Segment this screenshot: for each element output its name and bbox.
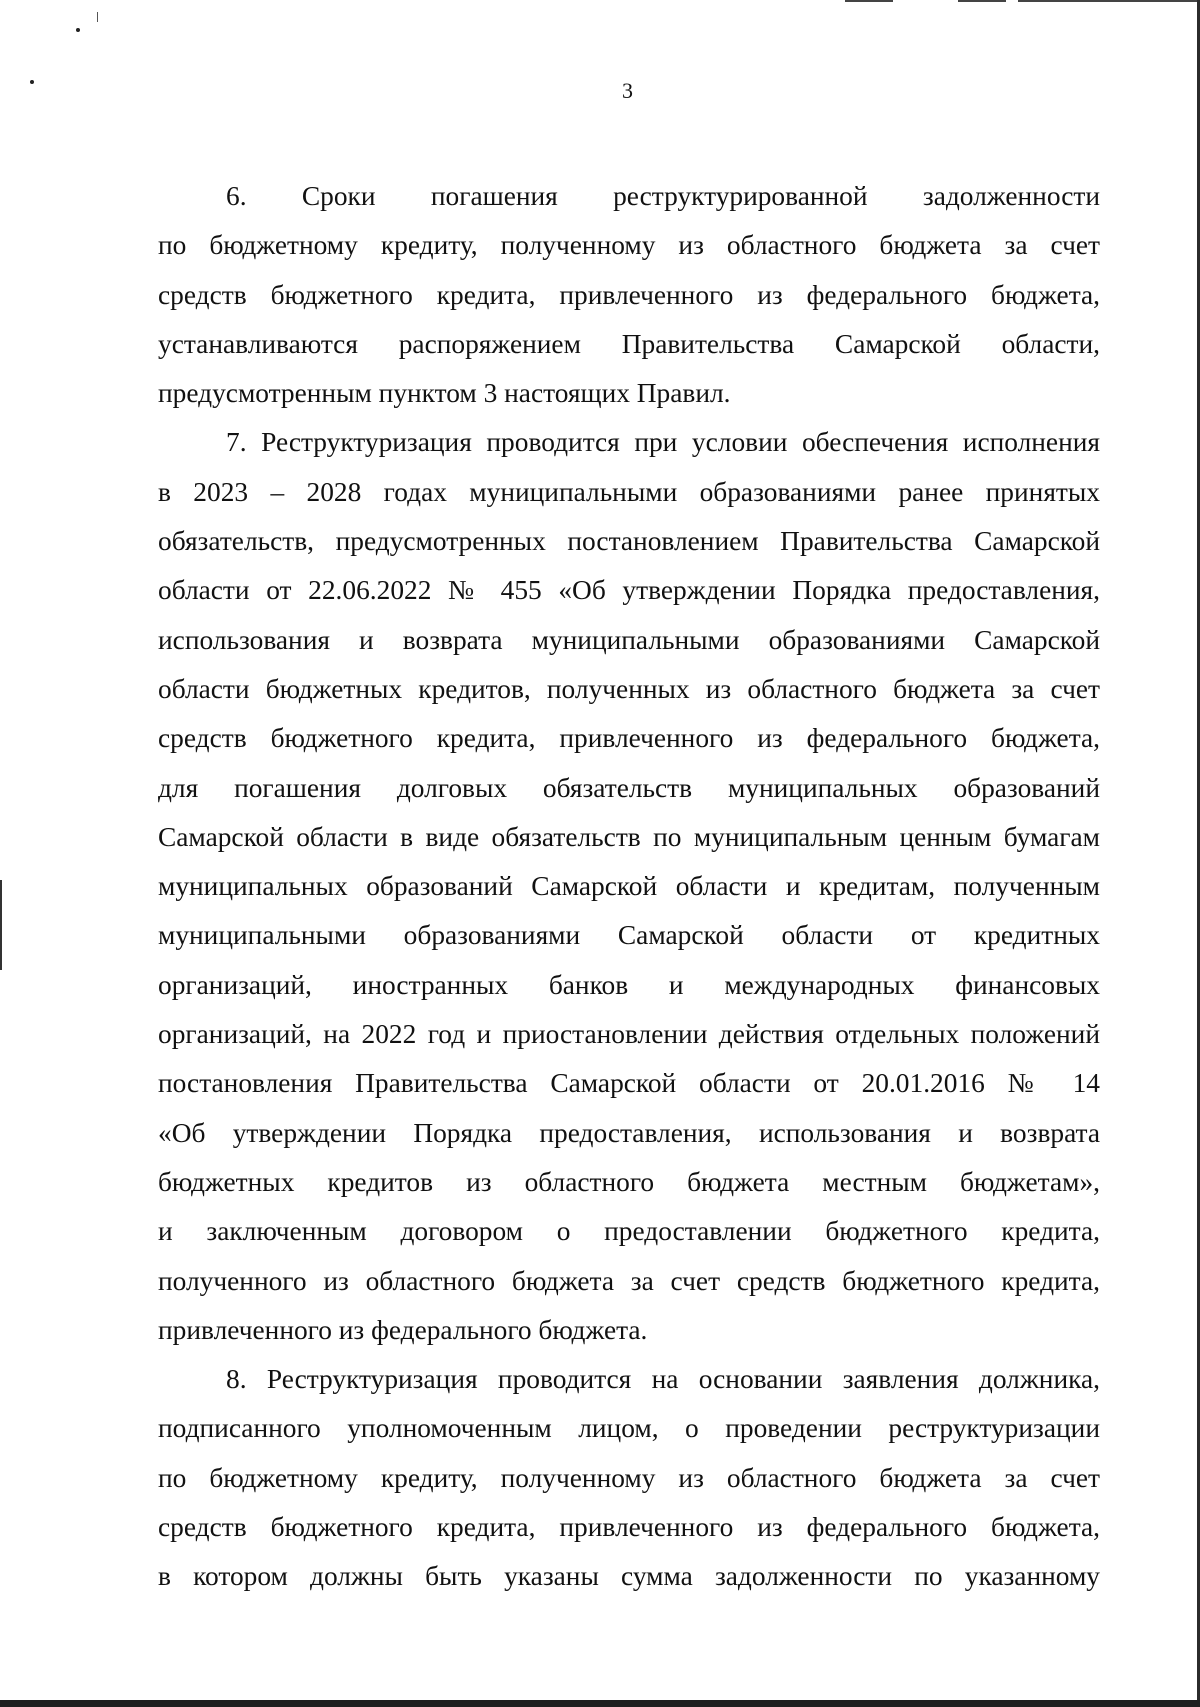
- text-line: средств бюджетного кредита, привлеченного из федерального бюджета,: [158, 279, 1100, 310]
- text-line: средств бюджетного кредита, привлеченного из федерального бюджета,: [158, 723, 1100, 754]
- text-line: для погашения долговых обязательств муниципальных образований: [158, 772, 1100, 803]
- text-line: полученного из областного бюджета за счет средств бюджетного кредита,: [158, 1265, 1100, 1296]
- scan-artifact-dot: [76, 28, 80, 32]
- text-line: области бюджетных кредитов, полученных из областного бюджета за счет: [158, 673, 1100, 704]
- text-line: бюджетных кредитов из областного бюджета местным бюджетам»,: [158, 1166, 1100, 1197]
- paragraph-8: [158, 1355, 1100, 1601]
- text-line: в 2023 – 2028 годах муниципальными образованиями ранее принятых: [158, 476, 1100, 507]
- text-line: 8. Реструктуризация проводится на основании заявления должника,: [226, 1364, 1100, 1395]
- text-line: и заключенным договором о предоставлении бюджетного кредита,: [158, 1216, 1100, 1247]
- scan-artifact-edge: [0, 880, 2, 970]
- scan-artifact-line: [845, 0, 893, 2]
- text-line: организаций, на 2022 год и приостановлении действия отдельных положений: [158, 1019, 1100, 1050]
- text-line: «Об утверждении Порядка предоставления, использования и возврата: [158, 1117, 1100, 1148]
- text-line: муниципальными образованиями Самарской области от кредитных: [158, 920, 1100, 951]
- text-line: 6. Сроки погашения реструктурированной задолженности: [226, 181, 1100, 211]
- text-line: устанавливаются распоряжением Правительства Самарской области,: [158, 328, 1100, 359]
- scan-artifact-line: [1018, 0, 1200, 2]
- page-number: 3: [622, 78, 633, 103]
- text-line: по бюджетному кредиту, полученному из областного бюджета за счет: [158, 230, 1100, 261]
- scan-artifact-edge: [0, 1700, 1200, 1707]
- document-body: [158, 172, 1100, 1602]
- text-line: по бюджетному кредиту, полученному из областного бюджета за счет: [158, 1462, 1100, 1493]
- text-line: муниципальных образований Самарской области и кредитам, полученным: [158, 871, 1100, 902]
- scan-artifact-tick: [97, 12, 98, 22]
- text-line: обязательств, предусмотренных постановлением Правительства Самарской: [158, 526, 1100, 557]
- text-line: предусмотренным пунктом 3 настоящих Правил.: [158, 378, 731, 409]
- text-line: Самарской области в виде обязательств по муниципальным ценным бумагам: [158, 821, 1100, 852]
- text-line: подписанного уполномоченным лицом, о проведении реструктуризации: [158, 1413, 1100, 1444]
- text-line: постановления Правительства Самарской области от 20.01.2016 № 14: [158, 1068, 1100, 1099]
- text-line: области от 22.06.2022 № 455 «Об утверждении Порядка предоставления,: [158, 575, 1100, 606]
- text-line: организаций, иностранных банков и международных финансовых: [158, 969, 1100, 1000]
- paragraph-6: [158, 172, 1100, 418]
- text-line: использования и возврата муниципальными образованиями Самарской: [158, 624, 1100, 655]
- text-line: привлеченного из федерального бюджета.: [158, 1314, 648, 1345]
- scan-artifact-line: [958, 0, 1006, 2]
- paragraph-7: [158, 418, 1100, 1355]
- text-line: в котором должны быть указаны сумма задолженности по указанному: [158, 1561, 1100, 1592]
- text-line: средств бюджетного кредита, привлеченного из федерального бюджета,: [158, 1512, 1100, 1543]
- text-line: 7. Реструктуризация проводится при условии обеспечения исполнения: [226, 427, 1100, 458]
